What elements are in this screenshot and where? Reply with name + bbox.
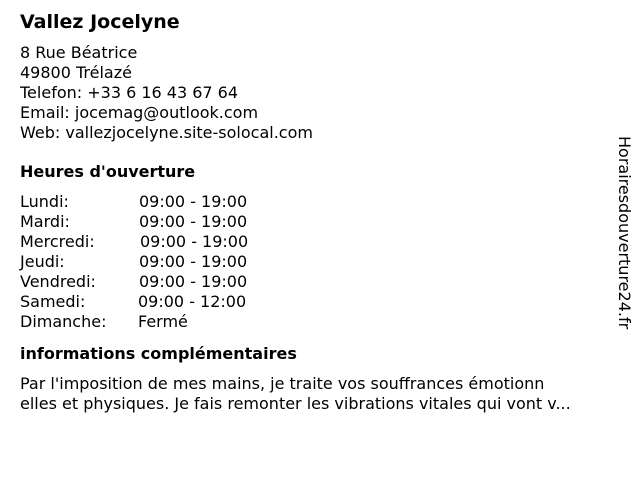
hours-day: Lundi:: [20, 192, 69, 211]
hours-time: Fermé: [138, 312, 188, 331]
info-line: elles et physiques. Je fais remonter les vibrations vitales qui vont v...: [20, 394, 571, 413]
business-name: Vallez Jocelyne: [20, 11, 180, 33]
hours-row: [20, 312, 610, 332]
business-card: [20, 10, 610, 414]
hours-day: Vendredi:: [20, 272, 96, 291]
hours-day: Mardi:: [20, 212, 70, 231]
address-street: 8 Rue Béatrice: [20, 43, 138, 62]
info-line: Par l'imposition de mes mains, je traite vos souffrances émotionn: [20, 374, 545, 393]
hours-time: 09:00 - 19:00: [140, 232, 249, 251]
hours-row: [20, 272, 610, 292]
hours-day: Jeudi:: [20, 252, 65, 271]
address-city: 49800 Trélazé: [20, 63, 132, 82]
hours-row: [20, 292, 610, 312]
hours-time: 09:00 - 19:00: [139, 212, 248, 231]
hours-row: [20, 232, 610, 252]
phone-line: Telefon: +33 6 16 43 67 64: [20, 83, 239, 102]
hours-time: 09:00 - 19:00: [139, 272, 248, 291]
site-watermark: Horairesdouverture24.fr: [615, 136, 634, 330]
web-line: Web: vallezjocelyne.site-solocal.com: [20, 123, 313, 142]
contact-block: [20, 43, 610, 143]
hours-time: 09:00 - 19:00: [139, 252, 248, 271]
info-description: [20, 374, 620, 414]
hours-row: [20, 212, 610, 232]
hours-day: Samedi:: [20, 292, 86, 311]
info-title: informations complémentaires: [20, 344, 297, 363]
hours-table: [20, 192, 610, 332]
hours-day: Mercredi:: [20, 232, 95, 251]
hours-time: 09:00 - 19:00: [139, 192, 248, 211]
hours-row: [20, 192, 610, 212]
hours-time: 09:00 - 12:00: [138, 292, 247, 311]
email-line: Email: jocemag@outlook.com: [20, 103, 259, 122]
hours-row: [20, 252, 610, 272]
hours-title: Heures d'ouverture: [20, 162, 196, 181]
hours-day: Dimanche:: [20, 312, 107, 331]
